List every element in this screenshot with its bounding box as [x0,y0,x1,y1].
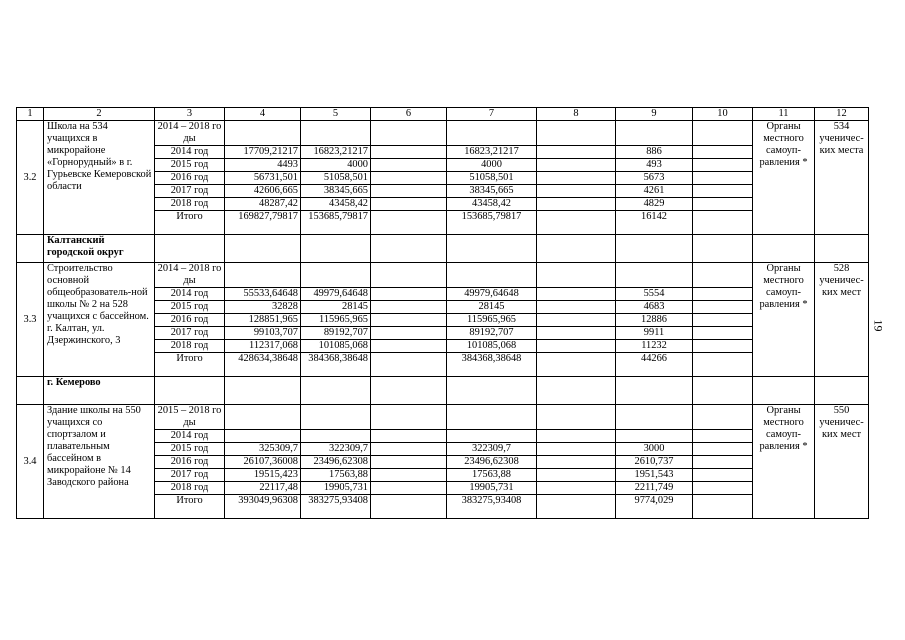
empty-cell [371,121,447,146]
column-number: 2 [44,108,155,121]
empty-cell [537,211,616,235]
empty-cell [371,159,447,172]
empty-cell [753,235,815,263]
empty-cell [371,377,447,405]
column-number: 7 [447,108,537,121]
empty-cell [447,235,537,263]
regional-amount-cell: 51058,501 [447,172,537,185]
regional-amount-cell: 115965,965 [447,314,537,327]
column-number-row [17,108,869,121]
period-cell: 2015 – 2018 годы [155,405,225,430]
period-cell: 2014 – 2018 годы [155,121,225,146]
empty-cell [537,377,616,405]
empty-cell [371,405,447,430]
local-amount-cell: 1951,543 [616,469,693,482]
column-number: 10 [693,108,753,121]
empty-cell [693,314,753,327]
period-cell: Итого [155,353,225,377]
local-amount-cell [616,430,693,443]
regional-amount-cell: 16823,21217 [447,146,537,159]
empty-cell [371,327,447,340]
regional-amount-cell: 38345,665 [447,185,537,198]
budget-amount-cell [301,405,371,430]
empty-cell [371,482,447,495]
empty-cell [815,235,869,263]
total-amount-cell: 99103,707 [225,327,301,340]
empty-cell [693,469,753,482]
empty-cell [693,405,753,430]
period-cell: 2017 год [155,185,225,198]
empty-cell [371,198,447,211]
column-number: 12 [815,108,869,121]
period-cell: 2017 год [155,469,225,482]
local-amount-cell [616,263,693,288]
object-description: Здание школы на 550 учащихся со спортзалом и плавательным бассейном в микрорайоне № 14 Заводского района [44,405,155,519]
empty-cell [537,430,616,443]
empty-cell [537,185,616,198]
total-amount-cell: 42606,665 [225,185,301,198]
budget-amount-cell: 38345,665 [301,185,371,198]
total-amount-cell: 393049,96308 [225,495,301,519]
local-amount-cell: 493 [616,159,693,172]
empty-cell [693,263,753,288]
budget-amount-cell: 43458,42 [301,198,371,211]
empty-cell [693,301,753,314]
responsible-body: Органы местного самоуп-равления * [753,121,815,235]
budget-amount-cell: 153685,79817 [301,211,371,235]
column-number: 11 [753,108,815,121]
budget-amount-cell: 4000 [301,159,371,172]
local-amount-cell: 5554 [616,288,693,301]
local-amount-cell: 4829 [616,198,693,211]
regional-amount-cell: 28145 [447,301,537,314]
total-amount-cell: 128851,965 [225,314,301,327]
regional-amount-cell: 17563,88 [447,469,537,482]
empty-cell [537,495,616,519]
column-number: 6 [371,108,447,121]
empty-cell [371,172,447,185]
total-amount-cell: 112317,068 [225,340,301,353]
budget-amount-cell: 51058,501 [301,172,371,185]
empty-cell [371,301,447,314]
empty-cell [371,185,447,198]
budget-amount-cell: 28145 [301,301,371,314]
empty-cell [371,235,447,263]
total-amount-cell [225,121,301,146]
empty-cell [225,377,301,405]
empty-cell [693,495,753,519]
period-cell: 2015 год [155,159,225,172]
period-cell: 2018 год [155,482,225,495]
total-amount-cell: 26107,36008 [225,456,301,469]
empty-cell [693,146,753,159]
local-amount-cell: 4261 [616,185,693,198]
budget-amount-cell: 383275,93408 [301,495,371,519]
section-row [17,235,869,263]
program-table [16,107,869,519]
regional-amount-cell: 4000 [447,159,537,172]
empty-cell [537,159,616,172]
capacity-cell: 528 ученичес-ких мест [815,263,869,377]
empty-cell [225,235,301,263]
empty-cell [815,377,869,405]
empty-cell [693,377,753,405]
period-cell: 2014 год [155,288,225,301]
empty-cell [371,288,447,301]
empty-cell [155,377,225,405]
empty-cell [371,469,447,482]
item-number: 3.2 [17,121,44,235]
local-amount-cell [616,405,693,430]
total-amount-cell: 169827,79817 [225,211,301,235]
period-cell: 2016 год [155,314,225,327]
responsible-body: Органы местного самоуп-равления * [753,263,815,377]
column-number: 9 [616,108,693,121]
table-row [17,263,869,288]
empty-cell [616,377,693,405]
local-amount-cell [616,121,693,146]
budget-amount-cell: 23496,62308 [301,456,371,469]
empty-cell [537,146,616,159]
regional-amount-cell: 384368,38648 [447,353,537,377]
period-cell: 2015 год [155,443,225,456]
period-cell: 2016 год [155,172,225,185]
period-cell: 2014 – 2018 годы [155,263,225,288]
total-amount-cell: 48287,42 [225,198,301,211]
total-amount-cell: 325309,7 [225,443,301,456]
empty-cell [693,172,753,185]
section-title: Калтанский городской округ [44,235,155,263]
empty-cell [693,430,753,443]
total-amount-cell: 22117,48 [225,482,301,495]
regional-amount-cell: 19905,731 [447,482,537,495]
total-amount-cell: 4493 [225,159,301,172]
period-cell: Итого [155,211,225,235]
empty-cell [693,327,753,340]
period-cell: 2016 год [155,456,225,469]
total-amount-cell: 428634,38648 [225,353,301,377]
empty-cell [537,263,616,288]
column-number: 8 [537,108,616,121]
item-number: 3.4 [17,405,44,519]
empty-cell [693,121,753,146]
empty-cell [693,340,753,353]
total-amount-cell: 17709,21217 [225,146,301,159]
item-number: 3.3 [17,263,44,377]
period-cell: 2014 год [155,146,225,159]
empty-cell [371,263,447,288]
local-amount-cell: 2610,737 [616,456,693,469]
empty-cell [693,482,753,495]
local-amount-cell: 3000 [616,443,693,456]
table-row [17,405,869,430]
capacity-cell: 550 ученичес-ких мест [815,405,869,519]
empty-cell [371,340,447,353]
empty-cell [616,235,693,263]
total-amount-cell [225,263,301,288]
page-number: 19 [871,319,886,332]
empty-cell [537,443,616,456]
section-title: г. Кемерово [44,377,155,405]
empty-cell [537,235,616,263]
local-amount-cell: 4683 [616,301,693,314]
empty-cell [371,430,447,443]
local-amount-cell: 2211,749 [616,482,693,495]
empty-cell [693,198,753,211]
local-amount-cell: 9911 [616,327,693,340]
period-cell: Итого [155,495,225,519]
empty-cell [537,288,616,301]
column-number: 1 [17,108,44,121]
budget-amount-cell: 89192,707 [301,327,371,340]
regional-amount-cell: 89192,707 [447,327,537,340]
regional-amount-cell: 383275,93408 [447,495,537,519]
regional-amount-cell: 43458,42 [447,198,537,211]
budget-amount-cell: 115965,965 [301,314,371,327]
regional-amount-cell: 49979,64648 [447,288,537,301]
local-amount-cell: 886 [616,146,693,159]
empty-cell [693,211,753,235]
total-amount-cell [225,405,301,430]
budget-amount-cell: 101085,068 [301,340,371,353]
empty-cell [537,482,616,495]
budget-amount-cell [301,121,371,146]
local-amount-cell: 44266 [616,353,693,377]
total-amount-cell [225,430,301,443]
empty-cell [693,159,753,172]
responsible-body: Органы местного самоуп-равления * [753,405,815,519]
empty-cell [753,377,815,405]
total-amount-cell: 55533,64648 [225,288,301,301]
regional-amount-cell: 23496,62308 [447,456,537,469]
column-number: 5 [301,108,371,121]
local-amount-cell: 9774,029 [616,495,693,519]
empty-cell [693,235,753,263]
local-amount-cell: 16142 [616,211,693,235]
empty-cell [371,353,447,377]
period-cell: 2018 год [155,340,225,353]
empty-cell [693,185,753,198]
empty-cell [301,377,371,405]
table-row [17,121,869,146]
column-number: 3 [155,108,225,121]
budget-amount-cell: 384368,38648 [301,353,371,377]
empty-cell [17,377,44,405]
regional-amount-cell [447,405,537,430]
section-row [17,377,869,405]
empty-cell [693,288,753,301]
budget-amount-cell: 322309,7 [301,443,371,456]
empty-cell [537,121,616,146]
empty-cell [447,377,537,405]
period-cell: 2017 год [155,327,225,340]
regional-amount-cell: 322309,7 [447,443,537,456]
empty-cell [537,301,616,314]
regional-amount-cell: 101085,068 [447,340,537,353]
empty-cell [155,235,225,263]
object-description: Строительство основной общеобразователь-ной школы № 2 на 528 учащихся с бассейном. г. Калтан, ул. Дзержинского, 3 [44,263,155,377]
empty-cell [693,456,753,469]
empty-cell [371,314,447,327]
budget-amount-cell: 49979,64648 [301,288,371,301]
object-description: Школа на 534 учащихся в микрорайоне «Горнорудный» в г. Гурьевске Кемеровской области [44,121,155,235]
budget-amount-cell: 16823,21217 [301,146,371,159]
budget-amount-cell: 19905,731 [301,482,371,495]
empty-cell [371,146,447,159]
budget-amount-cell [301,263,371,288]
empty-cell [537,314,616,327]
period-cell: 2015 год [155,301,225,314]
empty-cell [537,327,616,340]
regional-amount-cell: 153685,79817 [447,211,537,235]
empty-cell [537,405,616,430]
empty-cell [17,235,44,263]
empty-cell [537,469,616,482]
empty-cell [693,443,753,456]
capacity-cell: 534 ученичес-ких места [815,121,869,235]
empty-cell [371,495,447,519]
local-amount-cell: 5673 [616,172,693,185]
local-amount-cell: 11232 [616,340,693,353]
local-amount-cell: 12886 [616,314,693,327]
budget-amount-cell: 17563,88 [301,469,371,482]
empty-cell [537,456,616,469]
empty-cell [301,235,371,263]
empty-cell [371,456,447,469]
empty-cell [537,172,616,185]
regional-amount-cell [447,263,537,288]
empty-cell [371,443,447,456]
regional-amount-cell [447,121,537,146]
period-cell: 2018 год [155,198,225,211]
regional-amount-cell [447,430,537,443]
column-number: 4 [225,108,301,121]
empty-cell [537,198,616,211]
empty-cell [371,211,447,235]
total-amount-cell: 56731,501 [225,172,301,185]
total-amount-cell: 19515,423 [225,469,301,482]
empty-cell [537,353,616,377]
budget-amount-cell [301,430,371,443]
empty-cell [537,340,616,353]
total-amount-cell: 32828 [225,301,301,314]
empty-cell [693,353,753,377]
period-cell: 2014 год [155,430,225,443]
